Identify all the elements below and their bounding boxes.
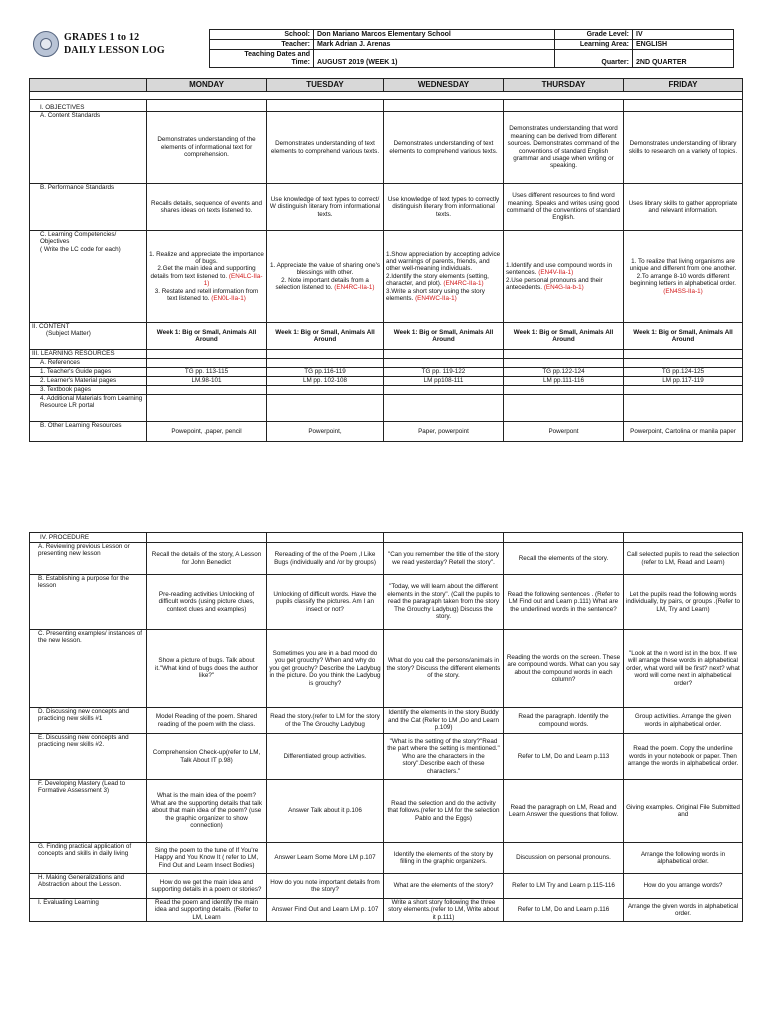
procedure-evaluating-fri: Arrange the given words in alphabetical order. (624, 899, 743, 922)
competencies-wed (384, 231, 504, 323)
procedure-reviewing-mon: Recall the details of the story, A Lesson for John Benedict (147, 543, 267, 575)
tg-pages-tue: TG pp.116-119 (267, 368, 384, 377)
dates-label-line2: Time: (291, 58, 310, 66)
procedure-generalization-fri: How do you arrange words? (624, 874, 743, 899)
other-resources-label: B. Other Learning Resources (30, 422, 147, 442)
other-resources-row (30, 422, 743, 442)
performance-standards-mon: Recalls details, sequence of events and shares ideas on texts listened to. (147, 184, 267, 231)
procedure-discussing-1-wed: Identify the elements in the story Buddy and the Cat (Refer to LM ,Do and Learn p.109) (384, 708, 504, 734)
procedure-label-generalization: H. Making Generalizations and Abstraction about the Lesson. (30, 874, 147, 899)
lm-pages-tue: LM pp. 102-108 (267, 377, 384, 386)
header-info-table (209, 29, 734, 68)
competency-text: 2. Note important details from a selection listened to. (275, 276, 369, 291)
procedure-row-generalization (30, 874, 743, 899)
content-thu: Week 1: Big or Small, Animals All Around (504, 323, 624, 350)
competency-text: 3. Restate and retell information from text listened to. (154, 287, 259, 303)
procedure-discussing-2-fri: Read the poem. Copy the underline words in your notebook or paper. Then arrange the words in alphabetical order. (624, 734, 743, 780)
dates-label-line1: Teaching Dates and (244, 50, 310, 58)
tg-pages-thu: TG pp.122-124 (504, 368, 624, 377)
day-tuesday: TUESDAY (267, 79, 384, 92)
procedure-label-examples: C. Presenting examples/ instances of the new lesson. (30, 630, 147, 708)
grade-level-value: IV (633, 30, 734, 40)
procedure-application-mon: Sing the poem to the tune of If You're Happy and You Know It ( refer to LM, Find Out and Learn Insect Bodies) (147, 843, 267, 874)
performance-standards-thu: Uses different resources to find word meaning. Speaks and writes using good command of the conventions of standard English. (504, 184, 624, 231)
performance-standards-wed: Use knowledge of text types to correctly distinguish literary from informational texts. (384, 184, 504, 231)
procedure-row-reviewing (30, 543, 743, 575)
competency-text: 1. Appreciate the value of sharing one's blessings with other. (269, 261, 381, 277)
other-resources-fri: Powerpoint, Cartolina or manila paper (624, 422, 743, 442)
procedure-label-discussing-2: E. Discussing new concepts and practicing new skills #2. (30, 734, 147, 780)
school-value: Don Mariano Marcos Elementary School (314, 30, 555, 40)
procedure-application-wed: Identify the elements of the story by filling in the graphic organizers. (384, 843, 504, 874)
competency-text: 1. To realize that living organisms are unique and different from one another. (629, 257, 737, 273)
content-label-line1: II. CONTENT (32, 323, 70, 330)
procedure-row-examples (30, 630, 743, 708)
procedure-discussing-2-wed: "What is the setting of the story?"Read the part where the setting is mentioned." Who are the characters in the story".Describe each of these characters." (384, 734, 504, 780)
procedure-discussing-1-tue: Read the story.(refer to LM for the story of the The Grouchy Ladybug (267, 708, 384, 734)
procedure-mastery-fri: Giving examples. Original File Submitted and (624, 780, 743, 843)
content-label (30, 323, 147, 350)
competencies-mon (147, 231, 267, 323)
competency-code: (EN4RC-IIa-1) (443, 280, 484, 288)
procedure-row-mastery (30, 780, 743, 843)
content-standards-mon: Demonstrates understanding of the elements of informational text for comprehension. (147, 112, 267, 184)
procedure-heading: IV. PROCEDURE (30, 533, 147, 543)
competency-code: (EN4LC-IIa-1) (203, 272, 263, 288)
procedure-label-application: G. Finding practical application of concepts and skills in daily living (30, 843, 147, 874)
competency-code: (EN4V-IIa-1) (538, 269, 574, 277)
performance-standards-tue: Use knowledge of text types to correct/ W distinguish literary from informational texts. (267, 184, 384, 231)
procedure-label-purpose: B. Establishing a purpose for the lesson (30, 575, 147, 630)
procedure-examples-thu: Reading the words on the screen. These are compound words. What can you say about the compound words in each column? (504, 630, 624, 708)
tg-pages-row (30, 368, 743, 377)
procedure-purpose-wed: "Today, we will learn about the different elements in the story". (Call the pupils to read the paragraph taken from the story The Grouchy Ladybug) Discuss the story. (384, 575, 504, 630)
deped-seal-logo (33, 31, 59, 57)
procedure-purpose-thu: Read the following sentences . (Refer to LM Find out and Learn p.111) What are the underlined words in the sentence? (504, 575, 624, 630)
day-friday: FRIDAY (624, 79, 743, 92)
procedure-mastery-wed: Read the selection and do the activity that follows.(refer to LM for the selection Pablo and the Eggs) (384, 780, 504, 843)
procedure-purpose-tue: Unlocking of difficult words. Have the pupils classify the pictures. Am I an insect or not? (267, 575, 384, 630)
school-label: School: (210, 30, 314, 40)
procedure-row-discussing-1 (30, 708, 743, 734)
procedure-row-evaluating (30, 899, 743, 922)
content-standards-thu: Demonstrates understanding that word meaning can be derived from different sources. Demonstrates command of the conventions of standard English grammar and usage when writing or speaking. (504, 112, 624, 184)
lm-pages-row (30, 377, 743, 386)
content-standards-row (30, 112, 743, 184)
objectives-heading: I. OBJECTIVES (30, 100, 147, 112)
competency-text: 3.Write a short story using the story elements. (386, 287, 485, 303)
procedure-generalization-thu: Refer to LM Try and Learn p.115-116 (504, 874, 624, 899)
procedure-discussing-2-tue: Differentiated group activities. (267, 734, 384, 780)
procedure-purpose-fri: Let the pupils read the following words individually, by pairs, or groups .(Refer to LM, Try and Learn) (624, 575, 743, 630)
competencies-label-line1: C. Learning Competencies/ Objectives (40, 231, 117, 246)
day-header-row (30, 79, 743, 92)
textbook-pages-label: 3. Textbook pages (30, 386, 147, 395)
lm-pages-label: 2. Learner's Material pages (30, 377, 147, 386)
learning-area-value: ENGLISH (633, 40, 734, 50)
other-resources-thu: Powerpont (504, 422, 624, 442)
day-wednesday: WEDNESDAY (384, 79, 504, 92)
content-fri: Week 1: Big or Small, Animals All Around (624, 323, 743, 350)
competency-text: 2.To arrange 8-10 words different beginning letters in alphabetical order. (629, 272, 737, 288)
grade-level-label: Grade Level: (555, 30, 633, 40)
competency-code: (EN4SS-IIa-1) (663, 287, 703, 295)
procedure-reviewing-fri: Call selected pupils to read the selection (refer to LM, Read and Learn) (624, 543, 743, 575)
other-resources-mon: Powepoint, ,paper, pencil (147, 422, 267, 442)
procedure-application-tue: Answer Learn Some More LM p.107 (267, 843, 384, 874)
form-title-grades: GRADES 1 to 12 (64, 32, 140, 43)
other-resources-tue: Powerpoint, (267, 422, 384, 442)
procedure-label-evaluating: I. Evaluating Learning (30, 899, 147, 922)
competency-code: (EN4G-Ia-b-1) (543, 283, 584, 291)
resources-heading: III. LEARNING RESOURCES (30, 350, 147, 359)
procedure-row-application (30, 843, 743, 874)
competencies-label (30, 231, 147, 323)
procedure-application-thu: Discussion on personal pronouns. (504, 843, 624, 874)
learning-area-label: Learning Area: (555, 40, 633, 50)
procedure-reviewing-thu: Recall the elements of the story. (504, 543, 624, 575)
competencies-thu (504, 231, 624, 323)
references-heading: A. References (30, 359, 147, 368)
procedure-examples-fri: "Look at the n word ist in the box. If we will arrange these words in alphabetical order, what word will be first? next? what word will come next in alphabetical order? (624, 630, 743, 708)
competencies-tue (267, 231, 384, 323)
competency-code: (EN0L-IIa-1) (211, 295, 246, 303)
competency-code: (EN4WC-IIa-1) (415, 295, 457, 303)
procedure-row-purpose (30, 575, 743, 630)
content-standards-fri: Demonstrates understanding of library skills to research on a variety of topics. (624, 112, 743, 184)
dates-value: AUGUST 2019 (WEEK 1) (314, 50, 555, 68)
procedure-generalization-mon: How do we get the main idea and supporting details in a poem or stories? (147, 874, 267, 899)
competencies-row (30, 231, 743, 323)
quarter-label: Quarter: (555, 50, 633, 68)
procedure-discussing-2-thu: Refer to LM, Do and Learn p.113 (504, 734, 624, 780)
dates-label (210, 50, 314, 68)
procedure-evaluating-wed: Write a short story following the three story elements.(refer to LM, Write about it p.111) (384, 899, 504, 922)
procedure-examples-wed: What do you call the persons/animals in the story? Discuss the different elements of the story. (384, 630, 504, 708)
quarter-value: 2ND QUARTER (633, 50, 734, 68)
procedure-examples-mon: Show a picture of bugs. Talk about it."What kind of bugs does the author like?" (147, 630, 267, 708)
procedure-label-discussing-1: D. Discussing new concepts and practicing new skills #1 (30, 708, 147, 734)
procedure-examples-tue: Sometimes you are in a bad mood do you get grouchy? When and why do you get grouchy? Describe the Ladybug in the picture. Do you think the Ladybug is grouchy? (267, 630, 384, 708)
form-title-dll: DAILY LESSON LOG (64, 45, 165, 56)
corner-cell (30, 79, 147, 92)
procedure-discussing-1-fri: Group activities. Arrange the given words in alphabetical order. (624, 708, 743, 734)
procedure-purpose-mon: Pre-reading activities Unlocking of difficult words (using picture clues, context clues and examples) (147, 575, 267, 630)
procedure-label-reviewing: A. Reviewing previous Lesson or presenting new lesson (30, 543, 147, 575)
content-row (30, 323, 743, 350)
procedure-evaluating-tue: Answer Find Out and Learn LM p. 107 (267, 899, 384, 922)
content-label-line2: (Subject Matter) (46, 330, 91, 338)
day-thursday: THURSDAY (504, 79, 624, 92)
content-tue: Week 1: Big or Small, Animals All Around (267, 323, 384, 350)
procedure-generalization-tue: How do you note important details from the story? (267, 874, 384, 899)
procedure-rows (30, 543, 743, 922)
procedure-discussing-1-thu: Read the paragraph. Identify the compound words. (504, 708, 624, 734)
procedure-mastery-thu: Read the paragraph on LM, Read and Learn Answer the questions that follow. (504, 780, 624, 843)
procedure-discussing-1-mon: Model Reading of the poem. Shared reading of the poem with the class. (147, 708, 267, 734)
tg-pages-wed: TG pp. 119-122 (384, 368, 504, 377)
tg-pages-mon: TG pp. 113-115 (147, 368, 267, 377)
competency-text: 2.Get the main idea and supporting details from text listened to. (150, 265, 256, 280)
competencies-fri (624, 231, 743, 323)
content-standards-label: A. Content Standards (30, 112, 147, 184)
performance-standards-fri: Uses library skills to gather appropriate and relevant information. (624, 184, 743, 231)
lm-pages-fri: LM pp.117-119 (624, 377, 743, 386)
competency-text: 1.Identify and use compound words in sentences. (506, 261, 613, 277)
teacher-value: Mark Adrian J. Arenas (314, 40, 555, 50)
performance-standards-label: B. Performance Standards (30, 184, 147, 231)
content-wed: Week 1: Big or Small, Animals All Around (384, 323, 504, 350)
procedure-mastery-tue: Answer Talk about it p.106 (267, 780, 384, 843)
competency-text: 2.Identify the story elements (setting, character, and plot). (386, 272, 489, 288)
procedure-evaluating-mon: Read the poem and identify the main idea and supporting details. (Refer to LM, Learn (147, 899, 267, 922)
procedure-mastery-mon: What is the main idea of the poem? What are the supporting details that talk about that main idea of the poem? (use the graphic organizer to show connection) (147, 780, 267, 843)
procedure-reviewing-tue: Rereading of the of the Poem ,I Like Bugs (individually and /or by groups) (267, 543, 384, 575)
procedure-label-mastery: F. Developing Mastery (Lead to Formative Assessment 3) (30, 780, 147, 843)
procedure-row-discussing-2 (30, 734, 743, 780)
tg-pages-fri: TG pp.124-125 (624, 368, 743, 377)
content-standards-tue: Demonstrates understanding of text elements to comprehend various texts. (267, 112, 384, 184)
competency-text: 1.Show appreciation by accepting advice and warnings of parents, friends, and other well-meaning individuals. (386, 250, 501, 273)
procedure-table (29, 532, 743, 922)
objectives-table (29, 78, 743, 442)
teacher-label: Teacher: (210, 40, 314, 50)
competency-code: (EN4RC-IIa-1) (334, 283, 375, 291)
content-mon: Week 1: Big or Small, Animals All Around (147, 323, 267, 350)
tg-pages-label: 1. Teacher's Guide pages (30, 368, 147, 377)
procedure-evaluating-thu: Refer to LM, Do and Learn p.116 (504, 899, 624, 922)
lm-pages-mon: LM.98-101 (147, 377, 267, 386)
lm-pages-wed: LM pp108-111 (384, 377, 504, 386)
additional-materials-label: 4. Additional Materials from Learning Resource LR portal (30, 395, 147, 422)
lm-pages-thu: LM pp.111-116 (504, 377, 624, 386)
procedure-reviewing-wed: "Can you remember the title of the story we read yesterday? Retell the story". (384, 543, 504, 575)
competencies-label-line2: ( Write the LC code for each) (40, 245, 121, 253)
competency-text: 2.Use personal pronouns and their antecedents. (506, 276, 603, 291)
competency-text: 1. Realize and appreciate the importance of bugs. (149, 250, 264, 265)
performance-standards-row (30, 184, 743, 231)
content-standards-wed: Demonstrates understanding of text elements to comprehend various texts. (384, 112, 504, 184)
procedure-generalization-wed: What are the elements of the story? (384, 874, 504, 899)
procedure-discussing-2-mon: Comprehension Check-up(refer to LM, Talk About IT p.98) (147, 734, 267, 780)
spacer-row (30, 92, 743, 100)
day-monday: MONDAY (147, 79, 267, 92)
procedure-application-fri: Arrange the following words in alphabetical order. (624, 843, 743, 874)
other-resources-wed: Paper, powerpoint (384, 422, 504, 442)
